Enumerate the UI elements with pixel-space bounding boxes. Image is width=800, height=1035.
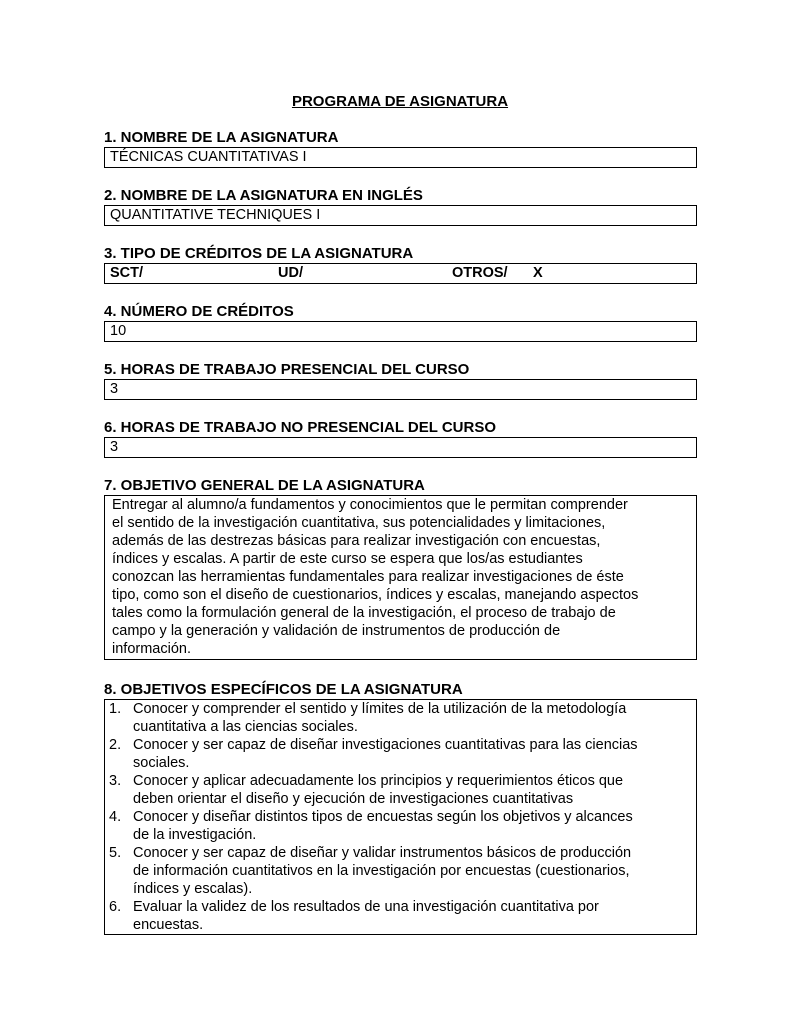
list-item	[105, 808, 691, 844]
list-item-line: de la investigación.	[133, 827, 257, 843]
objective-line: además de las destrezas básicas para realizar investigación con encuestas,	[112, 533, 601, 549]
objective-line: conozcan las herramientas fundamentales para realizar investigaciones de éste	[112, 569, 624, 585]
section-contact-hours	[104, 361, 697, 400]
specific-objectives-list	[105, 700, 691, 934]
credit-otros-label: OTROS/	[452, 265, 508, 281]
list-item-line: Conocer y comprender el sentido y límites de la utilización de la metodología	[133, 701, 627, 717]
contact-hours-field: 3	[104, 379, 697, 400]
list-item-number: 3.	[109, 773, 122, 789]
credit-type-field	[104, 263, 697, 284]
list-item	[105, 772, 691, 808]
section-credit-type	[104, 245, 697, 284]
objective-line: información.	[112, 641, 191, 657]
credit-sct-label: SCT/	[110, 265, 144, 281]
objective-line: índices y escalas. A partir de este curso se espera que los/as estudiantes	[112, 551, 583, 567]
credit-ud-label: UD/	[278, 265, 303, 281]
list-item-line: Conocer y aplicar adecuadamente los principios y requerimientos éticos que	[133, 773, 624, 789]
list-item-line: Conocer y ser capaz de diseñar y validar instrumentos básicos de producción	[133, 845, 632, 861]
section-heading: 4. NÚMERO DE CRÉDITOS	[104, 303, 294, 320]
list-item	[105, 844, 691, 898]
objective-line: campo y la generación y validación de instrumentos de producción de	[112, 623, 561, 639]
page-title: PROGRAMA DE ASIGNATURA	[291, 93, 509, 110]
independent-hours-field: 3	[104, 437, 697, 458]
section-heading: 8. OBJETIVOS ESPECÍFICOS DE LA ASIGNATURA	[104, 681, 463, 698]
section-course-name-english	[104, 187, 697, 226]
list-item	[105, 898, 691, 934]
list-item-line: encuestas.	[133, 917, 204, 933]
objective-line: tipo, como son el diseño de cuestionarios, índices y escalas, manejando aspectos	[112, 587, 639, 603]
section-credit-number	[104, 303, 697, 342]
course-name-english-field: QUANTITATIVE TECHNIQUES I	[104, 205, 697, 226]
section-heading: 5. HORAS DE TRABAJO PRESENCIAL DEL CURSO	[104, 361, 470, 378]
objective-line: Entregar al alumno/a fundamentos y conocimientos que le permitan comprender	[112, 497, 628, 513]
list-item-number: 6.	[109, 899, 122, 915]
section-course-name	[104, 129, 697, 168]
specific-objectives-box	[104, 699, 697, 935]
list-item-line: cuantitativa a las ciencias sociales.	[133, 719, 358, 735]
section-specific-objectives	[104, 681, 697, 935]
list-item-number: 2.	[109, 737, 122, 753]
section-heading: 2. NOMBRE DE LA ASIGNATURA EN INGLÉS	[104, 187, 423, 204]
general-objective-text	[104, 495, 697, 660]
list-item-line: sociales.	[133, 755, 190, 771]
objective-line: tales como la formulación general de la investigación, el proceso de trabajo de	[112, 605, 616, 621]
credit-otros-mark: X	[533, 265, 543, 281]
list-item-number: 5.	[109, 845, 122, 861]
list-item-line: Evaluar la validez de los resultados de una investigación cuantitativa por	[133, 899, 599, 915]
section-heading: 7. OBJETIVO GENERAL DE LA ASIGNATURA	[104, 477, 425, 494]
list-item	[105, 700, 691, 736]
list-item-number: 4.	[109, 809, 122, 825]
credit-number-field: 10	[104, 321, 697, 342]
list-item-number: 1.	[109, 701, 122, 717]
list-item-line: índices y escalas).	[133, 881, 253, 897]
course-name-field: TÉCNICAS CUANTITATIVAS I	[104, 147, 697, 168]
list-item-line: Conocer y diseñar distintos tipos de encuestas según los objetivos y alcances	[133, 809, 633, 825]
section-heading: 1. NOMBRE DE LA ASIGNATURA	[104, 129, 339, 146]
list-item-line: Conocer y ser capaz de diseñar investigaciones cuantitativas para las ciencias	[133, 737, 638, 753]
section-general-objective	[104, 477, 697, 660]
list-item	[105, 736, 691, 772]
list-item-line: de información cuantitativos en la investigación por encuestas (cuestionarios,	[133, 863, 630, 879]
section-heading: 3. TIPO DE CRÉDITOS DE LA ASIGNATURA	[104, 245, 414, 262]
section-heading: 6. HORAS DE TRABAJO NO PRESENCIAL DEL CURSO	[104, 419, 496, 436]
objective-line: el sentido de la investigación cuantitativa, sus potencialidades y limitaciones,	[112, 515, 606, 531]
section-independent-hours	[104, 419, 697, 458]
list-item-line: deben orientar el diseño y ejecución de investigaciones cuantitativas	[133, 791, 574, 807]
